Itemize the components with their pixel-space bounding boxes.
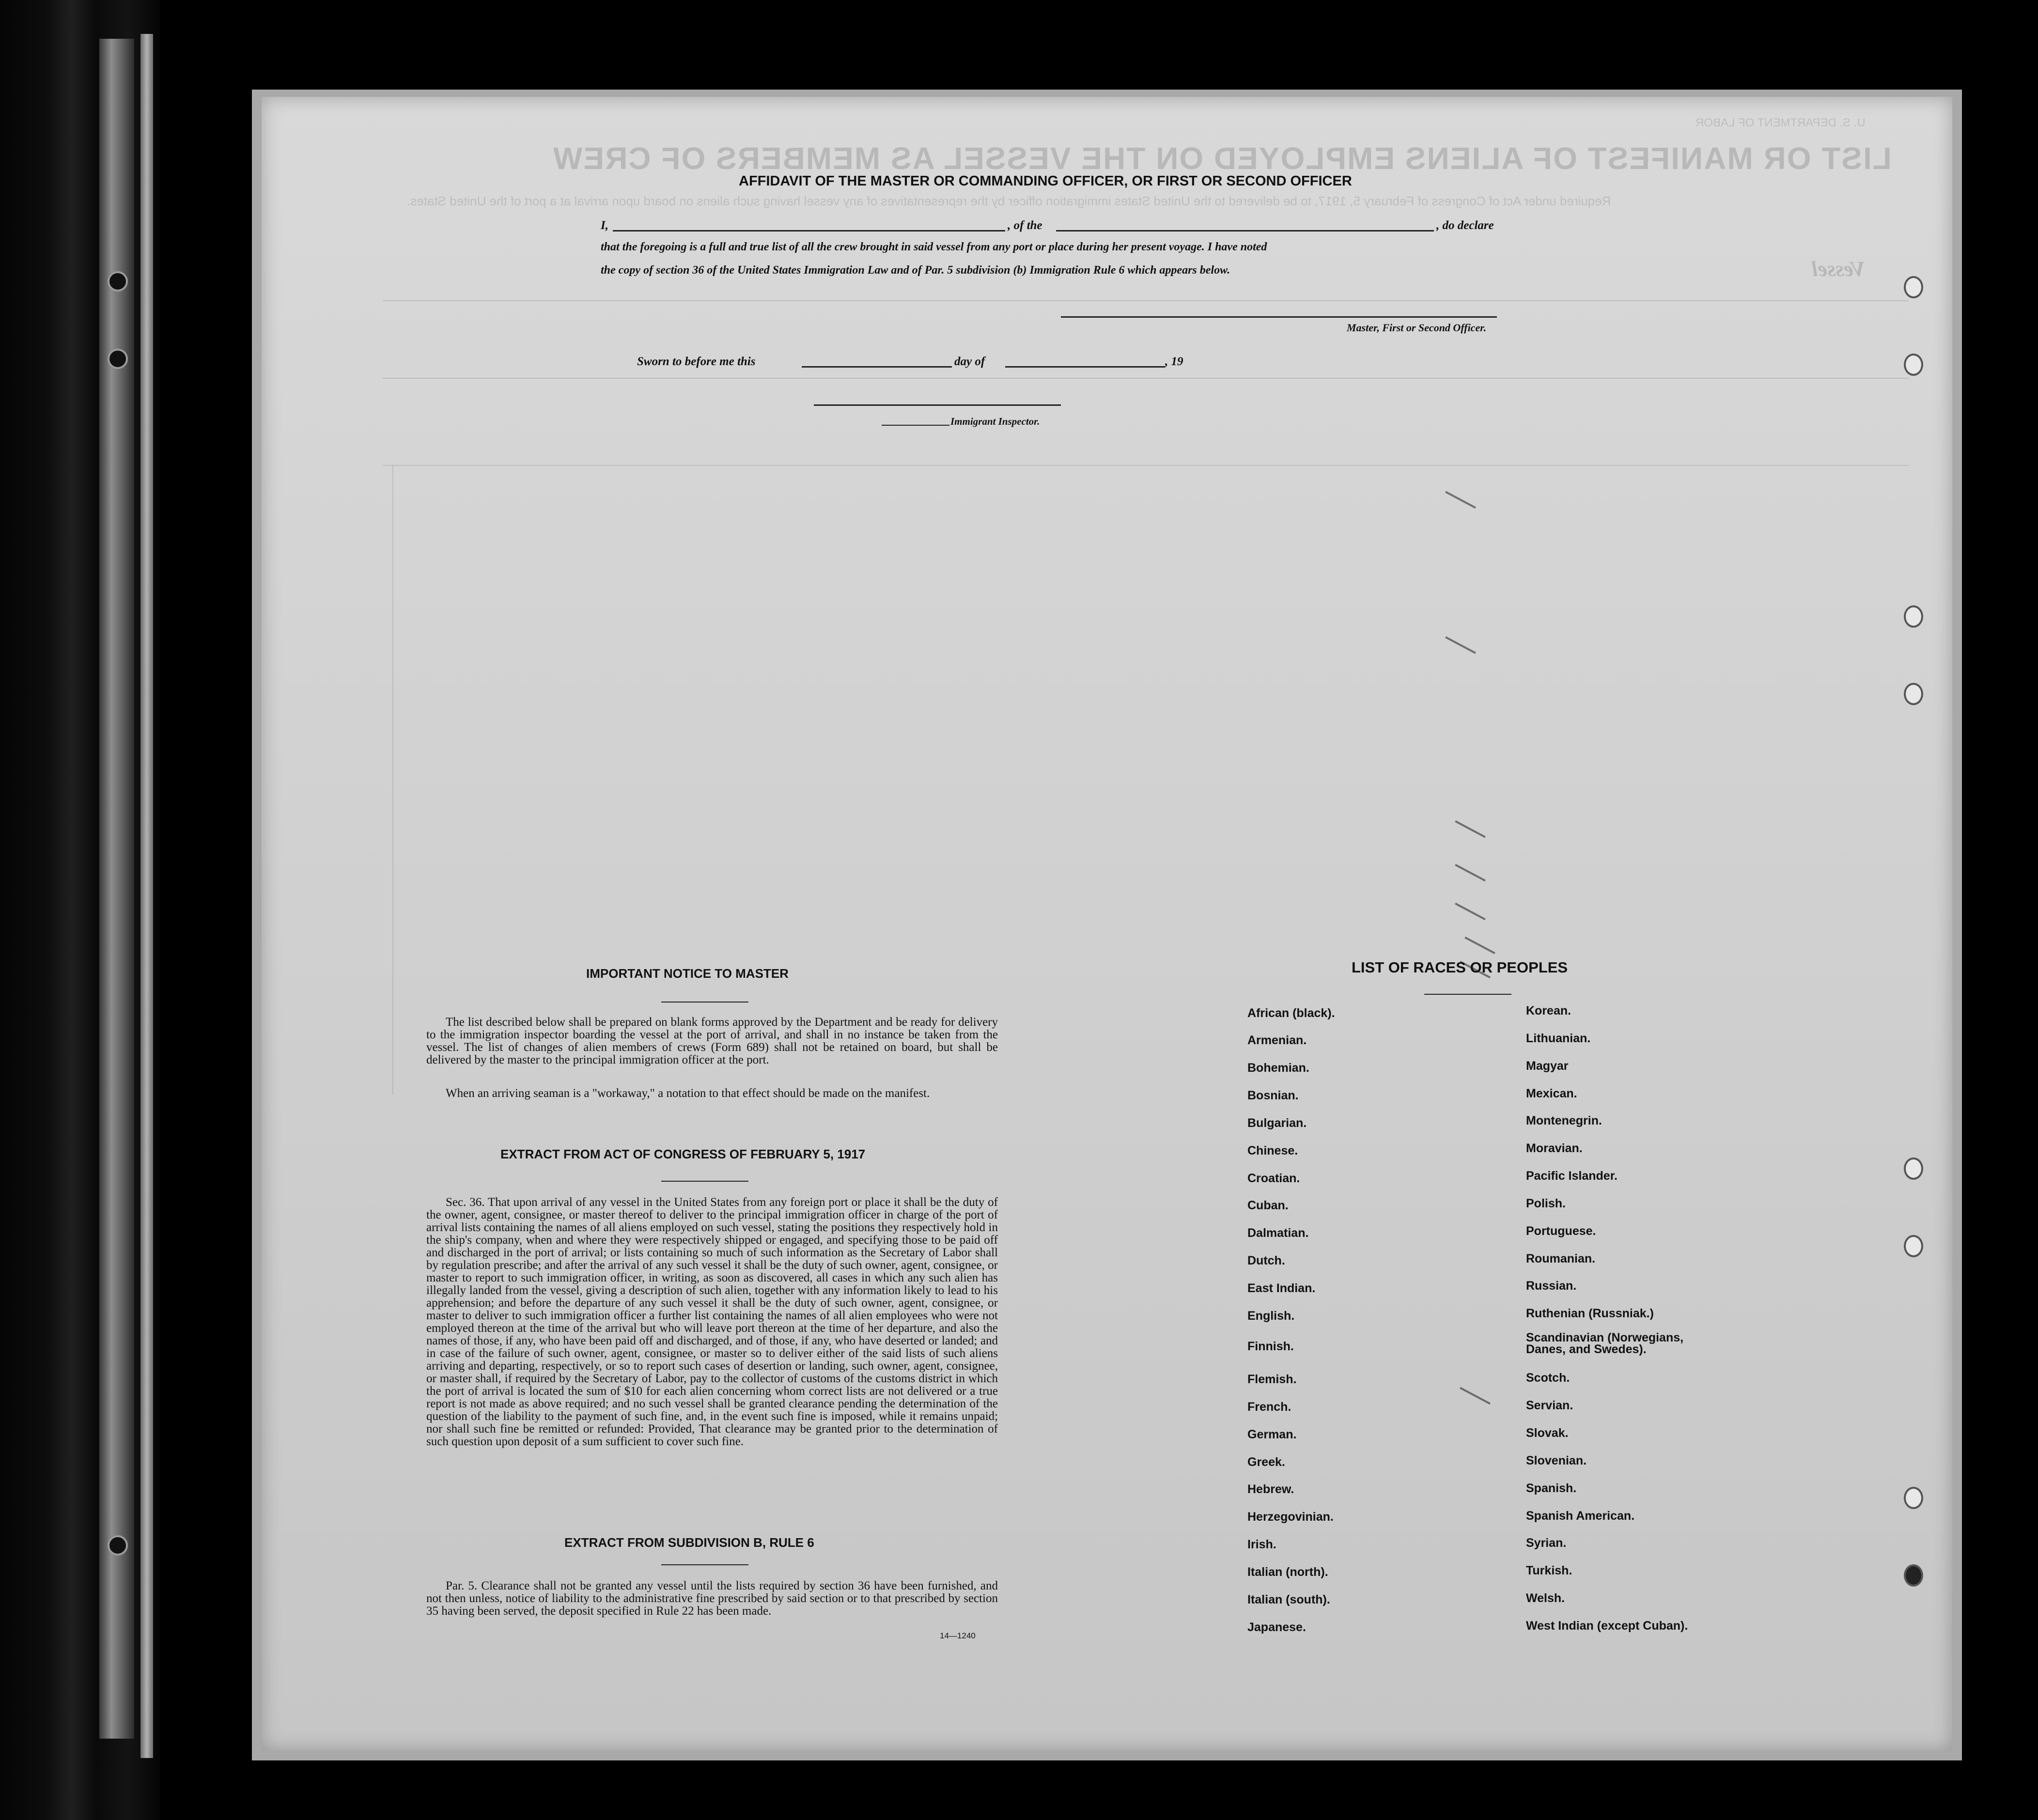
race-item: Pacific Islander.	[1526, 1169, 1618, 1183]
day-of-label: day of	[954, 355, 985, 368]
show-through-vessel: Vessel	[1812, 257, 1865, 281]
race-item: Slovenian.	[1526, 1454, 1587, 1467]
race-item: Herzegovinian.	[1247, 1510, 1334, 1524]
show-through-rule	[392, 465, 393, 1095]
notice-title: IMPORTANT NOTICE TO MASTER	[586, 966, 789, 981]
race-item: African (black).	[1247, 1006, 1335, 1020]
race-item: Greek.	[1247, 1455, 1285, 1469]
show-through-rule	[383, 300, 1909, 301]
extract-act-title: EXTRACT FROM ACT OF CONGRESS OF FEBRUARY 5, 1917	[500, 1147, 866, 1161]
sworn-label: Sworn to before me this	[637, 355, 756, 368]
race-item: Roumanian.	[1526, 1252, 1596, 1265]
show-through-rule	[383, 378, 1909, 379]
race-item: Moravian.	[1526, 1141, 1583, 1155]
affidavit-do-declare: , do declare	[1436, 219, 1494, 232]
race-item: Ruthenian (Russniak.)	[1526, 1307, 1654, 1320]
extract-rule-title: EXTRACT FROM SUBDIVISION B, RULE 6	[564, 1535, 814, 1550]
race-item: Korean.	[1526, 1004, 1571, 1018]
race-item: Polish.	[1526, 1197, 1566, 1210]
tick-mark	[1455, 820, 1486, 838]
punch-hole	[1904, 1487, 1923, 1509]
punch-hole	[1904, 683, 1923, 705]
punch-hole	[1904, 605, 1923, 628]
race-item: Servian.	[1526, 1399, 1573, 1412]
race-item: Dalmatian.	[1247, 1226, 1309, 1240]
race-item: Armenian.	[1247, 1033, 1307, 1047]
race-item: Turkish.	[1526, 1564, 1572, 1577]
race-item: Welsh.	[1526, 1591, 1565, 1605]
inspector-caption: Immigrant Inspector.	[950, 416, 1040, 427]
race-item: Chinese.	[1247, 1144, 1298, 1157]
tick-mark	[1464, 937, 1495, 954]
race-item: Spanish American.	[1526, 1509, 1635, 1523]
show-through-rule	[383, 465, 1909, 466]
race-item: Portuguese.	[1526, 1224, 1596, 1238]
race-item: Scandinavian (Norwegians, Danes, and Swedes).	[1526, 1331, 1684, 1356]
race-item: Hebrew.	[1247, 1482, 1294, 1496]
race-item: Dutch.	[1247, 1254, 1285, 1267]
book-binding	[0, 0, 160, 1820]
race-item: Mexican.	[1526, 1087, 1577, 1100]
binding-hole	[108, 349, 128, 369]
race-item: Lithuanian.	[1526, 1032, 1591, 1045]
affidavit-i: I,	[601, 219, 608, 232]
race-item: East Indian.	[1247, 1281, 1316, 1295]
race-item: Montenegrin.	[1526, 1114, 1602, 1127]
master-signature-caption: Master, First or Second Officer.	[1347, 322, 1487, 334]
affidavit-line2: the copy of section 36 of the United States Immigration Law and of Par. 5 subdivision (b) Immigration Rule 6 which appears below.	[601, 264, 1230, 277]
binding-strip	[99, 39, 134, 1739]
race-item: French.	[1247, 1400, 1291, 1414]
punch-hole	[1904, 1235, 1923, 1257]
race-item: German.	[1247, 1428, 1297, 1441]
affidavit-of-the: , of the	[1008, 219, 1042, 232]
race-item: Syrian.	[1526, 1536, 1567, 1550]
race-item: Russian.	[1526, 1279, 1577, 1293]
tick-mark	[1445, 491, 1476, 509]
punch-hole	[1904, 354, 1923, 376]
form-number: 14—1240	[940, 1631, 976, 1640]
extract-act-divider	[661, 1181, 748, 1182]
race-item: Bohemian.	[1247, 1061, 1309, 1075]
race-item: Slovak.	[1526, 1426, 1569, 1440]
tick-mark	[1460, 1387, 1491, 1404]
race-item: Bosnian.	[1247, 1089, 1299, 1102]
affidavit-title: AFFIDAVIT OF THE MASTER OR COMMANDING OFFICER, OR FIRST OR SECOND OFFICER	[739, 173, 1352, 189]
race-item: Italian (north).	[1247, 1565, 1328, 1579]
show-through-dept: U. S. DEPARTMENT OF LABOR	[1696, 116, 1866, 129]
tick-mark	[1455, 903, 1486, 920]
punch-hole	[1904, 276, 1923, 298]
month-line	[1005, 366, 1165, 368]
notice-paragraph-1: The list described below shall be prepared on blank forms approved by the Department and be ready for delivery to the immigration inspector boarding the vessel at the port of arrival, and shall in no instance be taken from the vessel. The list of changes of alien members of crews (Form 689) shall not be retained on board, but shall be delivered by the master to the principal immigration officer at the port.	[426, 1016, 998, 1066]
inspector-signature-line	[814, 404, 1061, 406]
races-divider	[1424, 994, 1511, 995]
day-line	[802, 366, 952, 368]
race-item: English.	[1247, 1309, 1295, 1323]
tick-mark	[1455, 864, 1486, 881]
race-item: Finnish.	[1247, 1340, 1294, 1353]
race-item: Irish.	[1247, 1538, 1276, 1551]
master-signature-line	[1061, 316, 1497, 318]
race-item: West Indian (except Cuban).	[1526, 1619, 1688, 1633]
race-item: Cuban.	[1247, 1199, 1289, 1212]
manifest-page	[262, 97, 1952, 1751]
race-item: Japanese.	[1247, 1620, 1306, 1634]
binding-hole	[108, 1535, 128, 1556]
race-item: Croatian.	[1247, 1172, 1300, 1185]
tick-mark	[1445, 636, 1476, 654]
show-through-header: LIST OR MANIFEST OF ALIENS EMPLOYED ON THE VESSEL AS MEMBERS OF CREW	[552, 141, 1892, 176]
race-item: Scotch.	[1526, 1371, 1570, 1385]
vessel-line	[1056, 230, 1434, 231]
punch-hole	[1904, 1564, 1923, 1587]
binding-edge	[140, 34, 153, 1758]
show-through-subheader: Required under Act of Congress of February 5, 1917, to be delivered to the United States immigration officer by the representatives of any vessel having such aliens on board upon arrival at a port of the United States.	[407, 194, 1611, 208]
extract-rule-divider	[661, 1564, 748, 1565]
affidavit-line1: that the foregoing is a full and true list of all the crew brought in said vessel from any port or place during her present voyage. I have noted	[601, 241, 1267, 253]
notice-divider	[661, 1002, 748, 1003]
race-item: Flemish.	[1247, 1373, 1297, 1386]
punch-hole	[1904, 1157, 1923, 1180]
extract-rule-text: Par. 5. Clearance shall not be granted any vessel until the lists required by section 36 have been furnished, and not then unless, notice of liability to the administrative fine prescribed by said section or to that prescribed by section 35 having been served, the deposit specified in Rule 22 has been made.	[426, 1579, 998, 1618]
races-title: LIST OF RACES OR PEOPLES	[1352, 959, 1568, 976]
extract-act-text: Sec. 36. That upon arrival of any vessel in the United States from any foreign port or place it shall be the duty of the owner, agent, consignee, or master thereof to deliver to the principal immigration officer in charge of the port of arrival lists containing the names of all aliens employed on such vessel, stating the positions they respectively hold in the ship's company, when and where they were respectively shipped or engaged, and specifying those to be paid off and discharged in the port of arrival; or lists containing so much of such information as the Secretary of Labor shall by regulation prescribe; and after the arrival of any such vessel it shall be the duty of such owner, agent, consignee, or master to report to such immigration officer, in writing, as soon as discovered, all cases in which any such alien has illegally landed from the vessel, giving a description of such alien, together with any information likely to lead to his apprehension; and before the departure of any such vessel it shall be the duty of such owner, agent, consignee, or master to deliver to such immigration officer a further list containing the names of all alien employees who were not employed thereon at the time of the arrival but who will leave port thereon at the time of her departure, and also the names of those, if any, who have been paid off and discharged, and of those, if any, who have deserted or landed; and in case of the failure of such owner, agent, consignee, or master so to deliver either of the said lists of such aliens arriving and departing, respectively, or so to report such cases of desertion or landing, such owner, agent, consignee, or master shall, if required by the Secretary of Labor, pay to the collector of customs of the customs district in which the port of arrival is located the sum of $10 for each alien concerning whom correct lists are not delivered or a true report is not made as above required; and no such vessel shall be granted clearance pending the determination of the question of the liability to the payment of such fine, and, in the event such fine is imposed, while it remains unpaid; nor shall such fine be remitted or refunded: Provided, That clearance may be granted prior to the determination of such question upon deposit of a sum sufficient to cover such fine.	[426, 1196, 998, 1448]
name-line	[613, 230, 1005, 231]
race-item: Magyar	[1526, 1059, 1569, 1073]
race-item: Bulgarian.	[1247, 1116, 1307, 1130]
notice-paragraph-2: When an arriving seaman is a "workaway," a notation to that effect should be made on the manifest.	[446, 1087, 930, 1100]
binding-hole	[108, 271, 128, 292]
inspector-short-line	[882, 425, 949, 426]
race-item: Spanish.	[1526, 1481, 1577, 1495]
year-label: , 19	[1165, 355, 1183, 368]
race-item: Italian (south).	[1247, 1593, 1330, 1606]
